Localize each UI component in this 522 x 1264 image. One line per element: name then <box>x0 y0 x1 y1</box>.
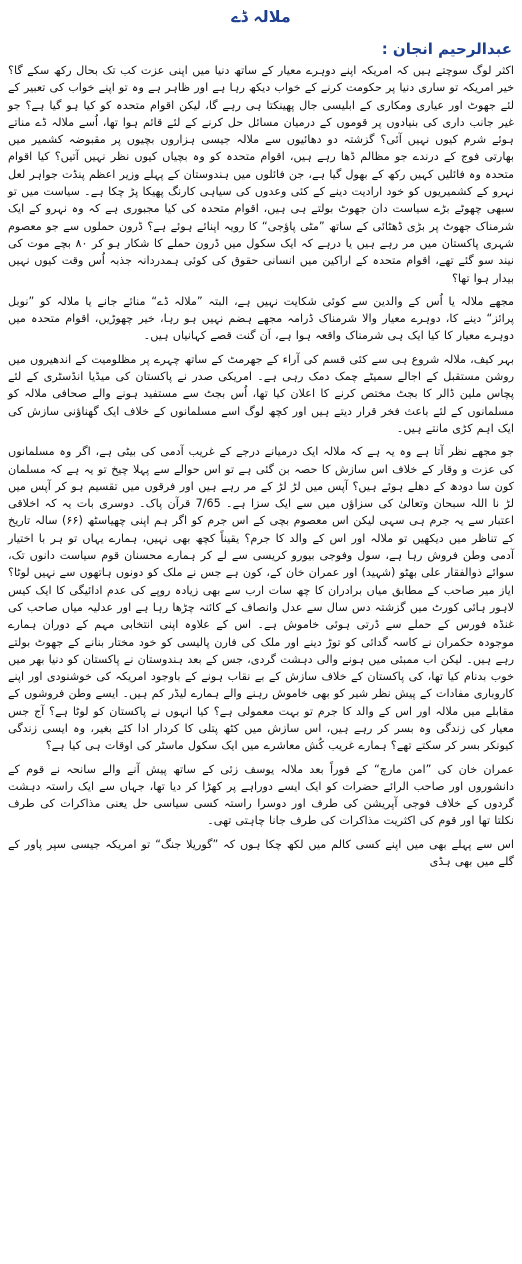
article-paragraph: اس سے پہلے بھی میں اپنے کسی کالم میں لکھ چکا ہوں کہ ”گوریلا جنگ“ تو امریکہ جیسی سپر پاور کے گلے میں بھی ہڈی <box>8 837 514 869</box>
article-paragraph: عمران خان کی ”امن مارچ“ کے فوراً بعد ملالہ یوسف زئی کے ساتھ پیش آنے والے سانحہ نے قوم کے دانشوروں اور صاحب الرائے حضرات کو ایک ایسے دوراہے پر کھڑا کر دیا تھا، جہاں سے ایک راستہ دہشت گردوں کے خلاف فوجی آپریشن کی طرف اور دوسرا راستہ کسی سیاسی حل یعنی مذاکرات کی طرف نکلتا تھا اور قوم کی اکثریت مذاکرات کی طرف جانا چاہتی تھی۔ <box>8 762 514 828</box>
article-paragraph: مجھے ملالہ یا اُس کے والدین سے کوئی شکایت نہیں ہے، البتہ ”ملالہ ڈے“ منائے جانے یا ملالہ کو ”نوبل پرائز“ دینے کا، دوہرے معیار والا شرمناک ڈرامہ مجھے ہضم نہیں ہو رہا، خیر چھوڑیں، اقوام متحدہ میں دوہرے معیار کا کیا ایک ہی شرمناک واقعہ ہوا ہے، اَن گنت قصے کہانیاں ہیں۔ <box>8 294 514 343</box>
article-paragraph: جو مجھے نظر آتا ہے وہ یہ ہے کہ ملالہ ایک درمیانے درجے کے غریب آدمی کی بیٹی ہے، اگر وہ مسلمانوں کی عزت و وقار کے خلاف اس سازش کا حصہ بن گئی ہے تو اس حوالے سے پہلا چیخ تو یہ ہے کہ مسلمان کون سا دودھ کے دھلے ہوئے ہیں؟ آپس میں لڑ لڑ کے مر رہے ہیں اور فرقوں میں تقسیم ہو کر آپس میں لڑ نا اللہ سبحان وتعالیٰ کی سزاؤں میں سے ایک سزا ہے۔ 7/65 قرآن پاک۔ دوسری بات یہ کہ اخلاقی اعتبار سے یہ جرم ہی سہی لیکن اس معصوم بچی کے اس جرم کو اگر ہم اپنی چھیاسٹھ (۶۶) سالہ تاریخ کے تناظر میں دیکھیں تو ملالہ اور اس کے والد کا جرم؟ یقیناً کچھ بھی نہیں، ہمارے یہاں تو ہر با اختیار آدمی وطن فروش رہا ہے، سول وفوجی بیورو کریسی سے لے کر ہمارے محسنان قوم سیاست دانوں تک، سوائے ذوالفقار علی بھٹو (شہید) اور عمران خان کے، کون ہے جس نے ملک کو دونوں ہاتھوں سے نہیں لوٹا؟ ایاز میر صاحب کے مطابق میاں برادران کا چھ سات ارب سے بھی زیادہ روپے کی عدم ادائیگی کا ایک کیس لاہور ہائی کورٹ میں گزشتہ دس سال سے عدل وانصاف کے کائنہ چڑھا رہا ہے اور عدلیہ میاں صاحب کی غنڈہ فورس کے حملے سے ڈرتی ہوئی خاموش ہے۔ اس کے علاوہ اپنی انتخابی مہم کے دوران ہمارے موجودہ حکمران نے کاسہ گدائی کو توڑ دینے اور ملک کی فارن پالیسی کو خود مختار بنانے کے جھوٹ بولتے رہے ہیں۔ لیکن اب ممبئی میں ہونے والی دہشت گردی، جس کے بعد ہندوستان نے پاکستان کو دنیا بھر میں خوب بدنام کیا تھا، کی پاکستان کے خلاف سازش کے بے نقاب ہونے کے باوجود امریکہ کی خوشنودی اور اپنے کاروباری مفادات کے پیش نظر شیر کو بھی خاموش رہنے والے ہمارے لیڈر کم ہیں۔ ایسے وطن فروشوں کے مقابلے میں ملالہ اور اس کے والد کا جرم تو بہت معمولی ہے؟ کیا انہوں نے پاکستان کو لوٹا ہے؟ آج جس معیار کی زندگی وہ بسر کر رہے ہیں، اس سازش میں کٹھ پتلی کا کردار ادا کئے بغیر، وہ ایسی زندگی کیونکر بسر کر سکتے تھے؟ ہمارے غریب کُش معاشرے میں ایک سکول ماسٹر کی اوقات ہی کیا ہے؟ <box>8 445 514 753</box>
article-paragraph: بہر کیف، ملالہ شروع ہی سے کئی قسم کی آراء کے جھرمٹ کے ساتھ چہرے پر مظلومیت کے اندھیروں میں روشن مستقبل کے اجالے سمیٹے چمک دمک رہی ہے۔ امریکی صدر نے پاکستان کی میڈیا انڈسٹری کے لئے پچاس ملین ڈالر کا بجٹ مختص کرنے کا اعلان کیا تھا، اُس بجٹ سے مستفید ہونے والے صحافی ملالہ کو مسلمانوں کے لئے باعث فخر قرار دیتے ہیں اور کچھ لوگ اسے مسلمانوں کے خلاف ایک گھناؤنی سازش کی ایک اہم کڑی مانتے ہیں۔ <box>8 352 514 435</box>
article-title: ملالہ ڈے <box>231 7 291 26</box>
article-body <box>8 62 514 870</box>
article-paragraph: اکثر لوگ سوچتے ہیں کہ امریکہ اپنے دوہرے معیار کے ساتھ دنیا میں اپنی عزت کب تک بحال رکھ سکے گا؟ خیر امریکہ تو ساری دنیا پر حکومت کرنے کے خواب دیکھ رہا ہے اور ظاہر ہے وہ تو اپنے خواب کی تعبیر کے لئے جھوٹ اور عیاری ومکاری کے ابلیسی جال پھینکتا ہی رہے گا، لیکن اقوام متحدہ کو کیا ہو گیا ہے؟ جو غیر جانب داری کی بنیادوں پر قوموں کے درمیان مسائل حل کرنے کے لئے قائم ہوا تھا، اُسے ملالہ ڈے مناتے ہوئے شرم کیوں نہیں آئی؟ گزشتہ دو دھائیوں سے ملالہ جیسی ہزاروں بچیوں پر مقبوضہ کشمیر میں بھارتی فوج کے درندے جو مظالم ڈھا رہے ہیں، اقوام متحدہ کو وہ بچیاں کیوں نظر نہیں آتیں؟ کیا اقوام متحدہ وہ فائلیں کہیں رکھ کے بھول گیا ہے، جن فائلوں میں ہندوستان کے پہلے وزیر اعظم پنڈت جواہر لعل نہرو کے کشمیریوں کو خود ارادیت دینے کے کئی وعدوں کی سیاہی کارنگ پھیکا پڑ چکا ہے۔ سیاست میں تو سبھی چھوٹے بڑے سیاست دان جھوٹ بولتے ہی ہیں، اقوام متحدہ کی کیا مجبوری ہے کہ وہ نہرو کے ایک شرمناک جھوٹ پر بڑی ڈھٹائی کے ساتھ ”مٹی پاؤجی“ کا رویہ اپنائے ہوئے ہے؟ ڈرون حملوں سے جو معصوم شہری پاکستان میں مر رہے ہیں یا درہے کہ ایک سکول میں ڈرون حملے کا شکار ہو کر ۸۰ بچے موت کی نیند سو گئے تھے، اقوام متحدہ کے اراکین میں انسانی حقوق کی کوئی ہمدردانہ جذبہ اُس وقت کیوں نہیں بیدار ہوا تھا؟ <box>8 64 515 285</box>
author-name: عبدالرحیم انجان : <box>381 40 512 58</box>
